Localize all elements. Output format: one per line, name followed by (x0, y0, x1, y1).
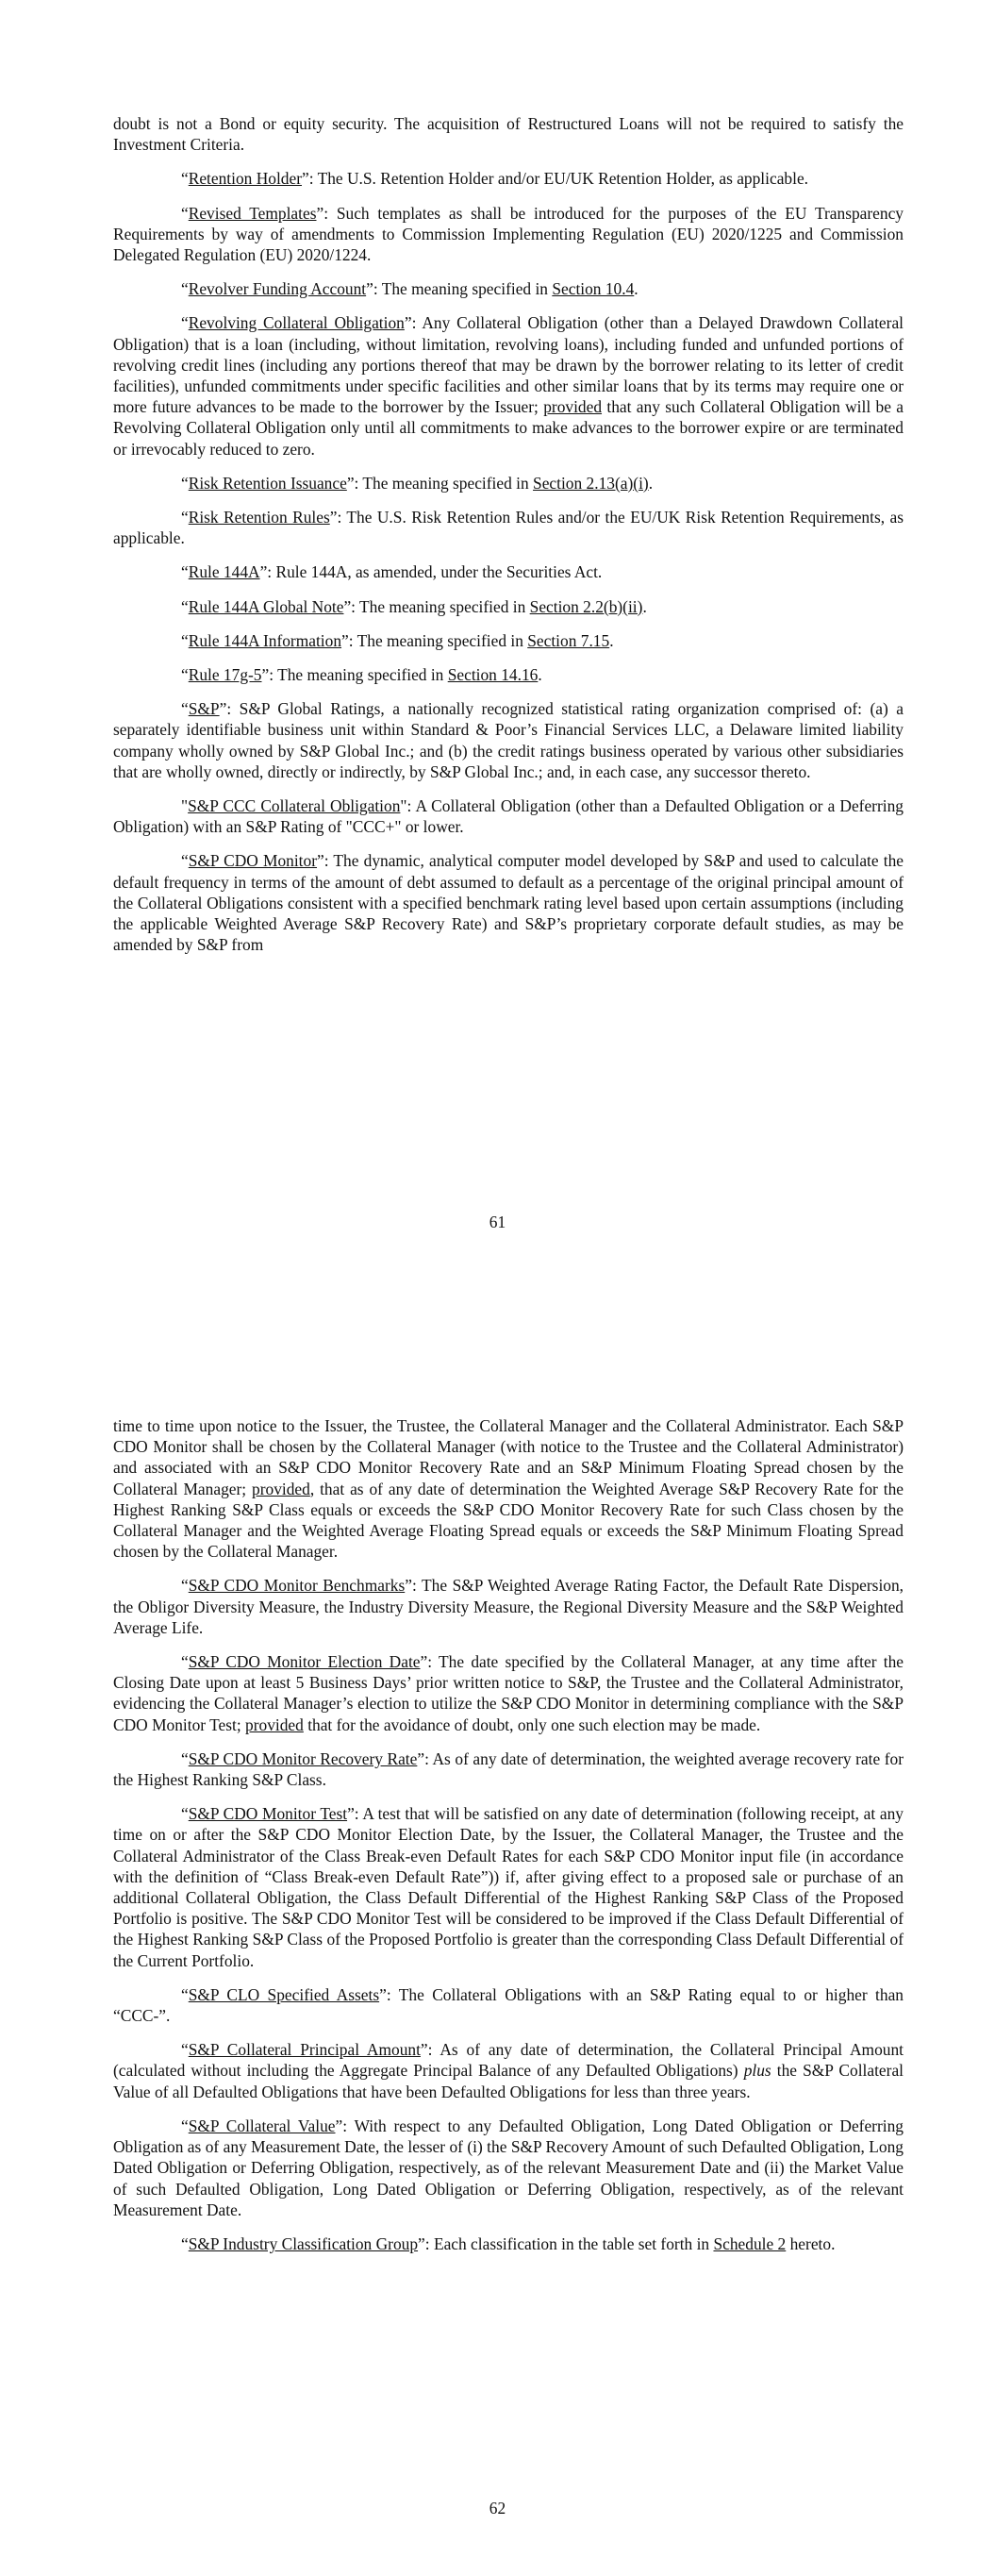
definition-sp-clo-specified-assets: “S&P CLO Specified Assets”: The Collateral Obligations with an S&P Rating equal to or higher than “CCC-”. (113, 1984, 904, 2026)
defined-term: S&P Collateral Value (188, 2116, 336, 2135)
emphasis-plus: plus (743, 2061, 771, 2081)
section-reference: Section 10.4 (552, 279, 635, 299)
defined-term: S&P (188, 699, 220, 719)
section-reference: Section 2.2(b)(ii) (529, 596, 643, 616)
defined-term: Revolving Collateral Obligation (188, 313, 405, 333)
page-number-62: 62 (489, 2499, 506, 2517)
definition-risk-retention-issuance: “Risk Retention Issuance”: The meaning specified in Section 2.13(a)(i). (181, 473, 654, 493)
definition-sp-collateral-value: “S&P Collateral Value”: With respect to any Defaulted Obligation, Long Dated Obligation or Deferring Obligation as of any Measurement Date, the lesser of (i) the S&P Recovery Amount of such Defaulted Obligation, Long Dated Obligation or Deferring Obligation, respectively, as of the relevant Measurement Date and (ii) the Market Value of such Defaulted Obligation, Long Dated Obligation or Deferring Obligation, respectively, as of the relevant Measurement Date. (113, 2116, 904, 2219)
section-reference: Section 14.16 (447, 665, 539, 685)
definition-rule-17g-5: “Rule 17g-5”: The meaning specified in Section 14.16. (181, 665, 542, 685)
defined-term: Retention Holder (188, 169, 302, 189)
defined-term: Revised Templates (188, 203, 317, 223)
defined-term: Rule 17g-5 (188, 665, 262, 685)
definition-revised-templates: “Revised Templates”: Such templates as shall be introduced for the purposes of the EU Transparency Requirements by way of amendments to Commission Implementing Regulation (EU) 2020/1225 and Commission Delegated Regulation (EU) 2020/1224. (113, 203, 904, 265)
section-reference: Section 7.15 (527, 630, 610, 650)
definition-sp-cdo-monitor: “S&P CDO Monitor”: The dynamic, analytical computer model developed by S&P and used to calculate the default frequency in terms of the amount of debt assumed to default as a percentage of the original principal amount of the Collateral Obligations consistent with a specified benchmark rating level based upon certain assumptions (including the applicable Weighted Average S&P Recovery Rate) and S&P’s proprietary corporate default studies, as may be amended by S&P from (113, 851, 904, 955)
definition-sp-cdo-monitor-election-date: “S&P CDO Monitor Election Date”: The date specified by the Collateral Manager, at any time after the Closing Date upon at least 5 Business Days’ prior written notice to S&P, the Trustee and the Collateral Administrator, evidencing the Collateral Manager’s election to utilize the S&P CDO Monitor in determining compliance with the S&P CDO Monitor Test; provided that for the avoidance of doubt, only one such election may be made. (113, 1652, 904, 1734)
definition-sp-cdo-monitor-benchmarks: “S&P CDO Monitor Benchmarks”: The S&P Weighted Average Rating Factor, the Default Rate Dispersion, the Obligor Diversity Measure, the Industry Diversity Measure, the Regional Diversity Measure and the S&P Weighted Average Life. (113, 1576, 904, 1637)
section-reference: Section 2.13(a)(i) (533, 473, 649, 493)
defined-term: Rule 144A Global Note (188, 596, 344, 616)
definition-rule-144a: “Rule 144A”: Rule 144A, as amended, under the Securities Act. (181, 562, 603, 582)
defined-term: S&P CDO Monitor Benchmarks (188, 1576, 406, 1596)
defined-term: S&P CCC Collateral Obligation (188, 796, 401, 816)
defined-term: S&P CDO Monitor (188, 851, 318, 871)
defined-term: Revolver Funding Account (188, 279, 367, 299)
definition-rule-144a-information: “Rule 144A Information”: The meaning specified in Section 7.15. (181, 630, 614, 650)
definition-sp-collateral-principal-amount: “S&P Collateral Principal Amount”: As of any date of determination, the Collateral Principal Amount (calculated without including the Aggregate Principal Balance of any Defaulted Obligations) plus the S&P Collateral Value of all Defaulted Obligations that have been Defaulted Obligations for less than three years. (113, 2040, 904, 2101)
definition-sp-cdo-monitor-test: “S&P CDO Monitor Test”: A test that will be satisfied on any date of determination (following receipt, at any time on or after the S&P CDO Monitor Election Date, by the Issuer, the Collateral Manager, the Trustee and the Collateral Administrator of the Class Break-even Default Rates for each S&P CDO Monitor input file (in accordance with the definition of “Class Break-even Default Rate”)) if, after giving effect to a proposed sale or purchase of an additional Collateral Obligation, the Class Default Differential of the Highest Ranking S&P Class of the Proposed Portfolio is positive. The S&P CDO Monitor Test will be considered to be improved if the Class Default Differential of the Highest Ranking S&P Class of the Proposed Portfolio is greater than the corresponding Class Default Differential of the Current Portfolio. (113, 1804, 904, 1970)
definition-rule-144a-global-note: “Rule 144A Global Note”: The meaning specified in Section 2.2(b)(ii). (181, 596, 647, 616)
defined-term: Risk Retention Rules (188, 508, 330, 527)
continuation-paragraph: time to time upon notice to the Issuer, the Trustee, the Collateral Manager and the Collateral Administrator. Each S&P CDO Monitor shall be chosen by the Collateral Manager (with notice to the Trustee and the Collateral Administrator) and associated with an S&P CDO Monitor Recovery Rate and an S&P Minimum Floating Spread chosen by the Collateral Manager; provided, that as of any date of determination the Weighted Average S&P Recovery Rate for the Highest Ranking S&P Class equals or exceeds the S&P CDO Monitor Recovery Rate for such Class chosen by the Collateral Manager and the Weighted Average Floating Spread equals or exceeds the S&P Minimum Floating Spread chosen by the Collateral Manager. (113, 1416, 904, 1562)
defined-term: S&P Industry Classification Group (188, 2233, 419, 2253)
proviso-term: provided (543, 397, 603, 417)
defined-term: S&P Collateral Principal Amount (188, 2040, 421, 2060)
definition-sp: “S&P”: S&P Global Ratings, a nationally recognized statistical rating organization comprised of: (a) a separately identifiable business unit within Standard & Poor’s Financial Services LLC, a Delaware limited liability company wholly owned by S&P Global Inc.; and (b) the credit ratings business operated by various other subsidiaries that are wholly owned, directly or indirectly, by S&P Global Inc.; and, in each case, any successor thereto. (113, 699, 904, 781)
schedule-reference: Schedule 2 (713, 2233, 787, 2253)
page-number-61: 61 (489, 1213, 506, 1231)
defined-term: S&P CLO Specified Assets (188, 1984, 380, 2004)
proviso-term: provided (252, 1479, 310, 1498)
defined-term: Risk Retention Issuance (188, 473, 347, 493)
definition-revolver-funding-account: “Revolver Funding Account”: The meaning specified in Section 10.4. (181, 279, 638, 299)
defined-term: Rule 144A Information (188, 630, 342, 650)
definition-sp-industry-classification-group: “S&P Industry Classification Group”: Each classification in the table set forth in Schedule 2 hereto. (181, 2233, 836, 2253)
definition-revolving-collateral-obligation: “Revolving Collateral Obligation”: Any Collateral Obligation (other than a Delayed Drawdown Collateral Obligation) that is a loan (including, without limitation, revolving loans), including funded and unfunded portions of revolving credit lines (including any portions thereof that may be drawn by the borrower relating to its letter of credit facilities), unfunded commitments under specific facilities and other similar loans that by its terms may require one or more future advances to be made to the borrower by the Issuer; provided that any such Collateral Obligation will be a Revolving Collateral Obligation only until all commitments to make advances to the borrower expire or are terminated or irrevocably reduced to zero. (113, 313, 904, 459)
definition-risk-retention-rules: “Risk Retention Rules”: The U.S. Risk Retention Rules and/or the EU/UK Risk Retention Requirements, as applicable. (113, 508, 904, 548)
definition-retention-holder: “Retention Holder”: The U.S. Retention Holder and/or EU/UK Retention Holder, as applicable. (181, 169, 809, 189)
proviso-term: provided (245, 1715, 304, 1734)
defined-term: S&P CDO Monitor Election Date (188, 1652, 421, 1672)
defined-term: Rule 144A (188, 562, 260, 582)
definition-sp-ccc-collateral-obligation: "S&P CCC Collateral Obligation": A Collateral Obligation (other than a Defaulted Obligation or a Deferring Obligation) with an S&P Rating of "CCC+" or lower. (113, 796, 904, 837)
defined-term: S&P CDO Monitor Recovery Rate (188, 1748, 418, 1768)
continuation-paragraph: doubt is not a Bond or equity security. The acquisition of Restructured Loans will not be required to satisfy the Investment Criteria. (113, 114, 904, 155)
defined-term: S&P CDO Monitor Test (188, 1804, 348, 1824)
page-61-body (113, 113, 904, 969)
page-62-body (113, 1415, 904, 2267)
definition-sp-cdo-monitor-recovery-rate: “S&P CDO Monitor Recovery Rate”: As of any date of determination, the weighted average recovery rate for the Highest Ranking S&P Class. (113, 1748, 904, 1790)
